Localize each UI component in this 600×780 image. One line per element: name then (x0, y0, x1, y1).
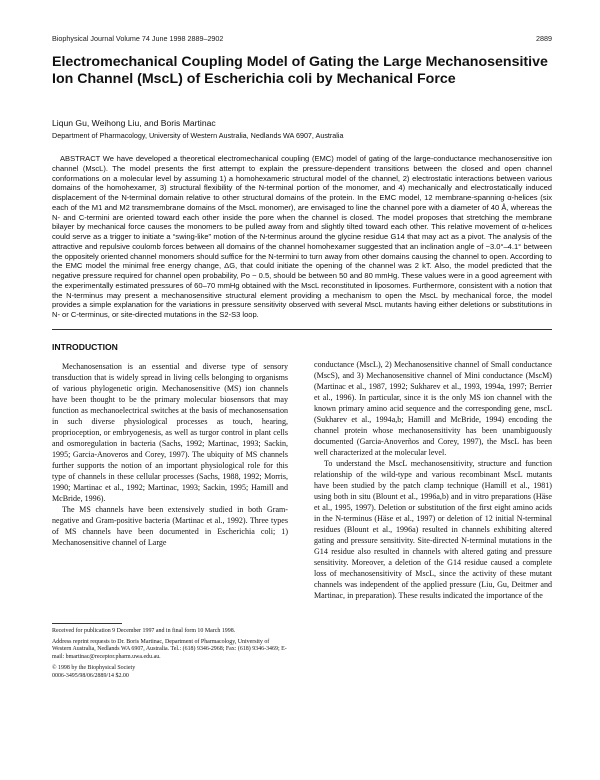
running-head (52, 34, 552, 43)
body-paragraph: The MS channels have been extensively studied in both Gram-negative and Gram-positive bacteria (Martinac et al., 1992). Three types of MS channels have been documented in Escherichia coli; 1) Mechanosensitive channel of Large (52, 505, 288, 547)
footnote-address: Address reprint requests to Dr. Boris Martinac, Department of Pharmacology, University of Western Australia, Nedlands WA 6907, Australia. Tel.: (618) 9346-2968; Fax: (618) 9346-3469; E-mail: bmartinac@receptor.pharm.uwa.edu.au. (52, 638, 287, 661)
footnote-copyright: © 1998 by the Biophysical Society (52, 664, 136, 671)
abstract-divider (52, 329, 552, 330)
abstract-text: ABSTRACT We have developed a theoretical electromechanical coupling (EMC) model of gating of the large-conductance mechanosensitive ion channel (MscL). The model presents the first attempt to explain the pressure-dependent transitions between the closed and open channel conformations on a molecular level by assuming 1) a homohexameric structural model of the channel, 2) electrostatic interactions between various domains of the homohexamer, 3) structural flexibility of the N-terminal portion of the monomer, and 4) mechanically and electrostatically induced displacement of the N-terminal domain relative to other structural domains of the protein. In the EMC model, 12 membrane-spanning α-helices (six each of the M1 and M2 transmembrane domains of the MscL monomer), are envisaged to line the channel pore with a diameter of 40 Å, whereas the N- and C-termini are oriented toward each other inside the pore when the channel is closed. The model proposes that stretching the membrane bilayer by mechanical force causes the monomers to be pulled away from and slightly tilted toward each other. This relative movement of α-helices could serve as a trigger to initiate a “swing-like” motion of the N-terminus around the glycine residue G14 that may act as a pivot. The analysis of the attractive and repulsive coulomb forces between all domains of the channel homohexamer suggested that an inclination angle of ~3.0°–4.1° between the oppositely oriented channel monomers should suffice for the N-termini to turn away from other domains causing the channel to open. According to the EMC model the minimal free energy change, ΔG, that could initiate the opening of the channel was 2 kT. Also, the model predicted that the negative pressure required for channel open probability, Po ~ 0.5, should be between 50 and 80 mmHg. These values were in a good agreement with the experimentally estimated pressures of 60–70 mmHg obtained with the MscL reconstituted in liposomes. Furthermore, consistent with a notion that the N-terminus may present a mechanosensitive structural element providing a mechanism to open the MscL by mechanical force, the model provides a simple explanation for the variations in pressure sensitivity observed with several MscL mutants having either deletions or substitutions in N- or C-terminus, or site-directed mutations in the S2-S3 loop. (52, 154, 552, 319)
running-head-page-number: 2889 (536, 34, 552, 43)
body-column-right (314, 359, 552, 601)
section-heading-introduction: INTRODUCTION (52, 342, 118, 352)
author-affiliation: Department of Pharmacology, University of Western Australia, Nedlands WA 6907, Australia (52, 131, 344, 140)
body-paragraph: Mechanosensation is an essential and diverse type of sensory transduction that is widely spread in living cells belonging to organisms of various phylogenetic origin. Mechanosensitive (MS) ion channels have been thought to be the primary molecular biosensors that may function as mechanoelectrical switches at the basis of mechanosensation in such diverse physiological processes as touch, hearing, proprioception, or embryogenesis, as well as turgor control in plant cells and osmoregulation in bacteria (Sachs, 1992; Martinac, 1993; Sackin, 1995; Garcia-Anoveros and Corey, 1997). The ubiquity of MS channels further supports the notion of an important physiological role for this type of channels in these cellular processes (Sachs, 1988, 1992; Morris, 1990; Martinac et al., 1992; Martinac, 1993; Sackin, 1995; Hamill and McBride, 1996). (52, 362, 288, 503)
footnote-divider (52, 623, 122, 624)
body-paragraph: conductance (MscL), 2) Mechanosensitive channel of Small conductance (MscS), and 3) Mechanosensitive channel of Mini conductance (MscM) (Martinac et al., 1987, 1992; Sukharev et al., 1993, 1994a, 1997; Berrier et al., 1996). In particular, since it is the only MS ion channel with the known primary amino acid sequence and the corresponding gene, mscL (Sukharev et al., 1994a,b; Hamill and McBride, 1994) encoding the channel protein whose mechanosensitivity has been unambiguously documented (Garcia-Anoverños and Corey, 1997), the MscL has been well characterized at the molecular level. (314, 360, 552, 457)
author-list: Liqun Gu, Weihong Liu, and Boris Martinac (52, 118, 216, 128)
footnotes (52, 628, 288, 680)
body-column-left (52, 361, 288, 548)
abstract (52, 154, 552, 320)
footnote-issn: 0006-3495/98/06/2889/14 $2.00 (52, 672, 129, 679)
footnote-received: Received for publication 9 December 1997 and in final form 10 March 1998. (52, 628, 236, 634)
body-paragraph: To understand the MscL mechanosensitivity, structure and function relationship of the wild-type and various recombinant MscL mutants have been studied by the patch clamp technique (Hamill et al., 1981) using both in situ (Blount et al., 1996a,b) and in vitro preparations (Häse et al., 1995, 1997). Deletion or substitution of the first eight amino acids in the N-terminus (Häse et al., 1997) or deletion of 12 initial N-terminal residues (Blount et al., 1996a) resulted in channels exhibiting altered gating and pressure sensitivity. Site-directed N-terminal mutations in the G14 residue also resulted in channels with altered gating and pressure sensitivity. Moreover, a deletion of the G14 residue caused a complete loss of mechanosensitivity of MscL, since the activity of these mutant channels was independent of the applied pressure (Liu, Gu, Deitmer and Martinac, in preparation). These results indicated the importance of the (314, 459, 552, 600)
running-head-journal: Biophysical Journal Volume 74 June 1998 2889–2902 (52, 34, 224, 43)
paper-title: Electromechanical Coupling Model of Gating the Large Mechanosensitive Ion Channel (MscL) of Escherichia coli by Mechanical Force (52, 54, 548, 87)
